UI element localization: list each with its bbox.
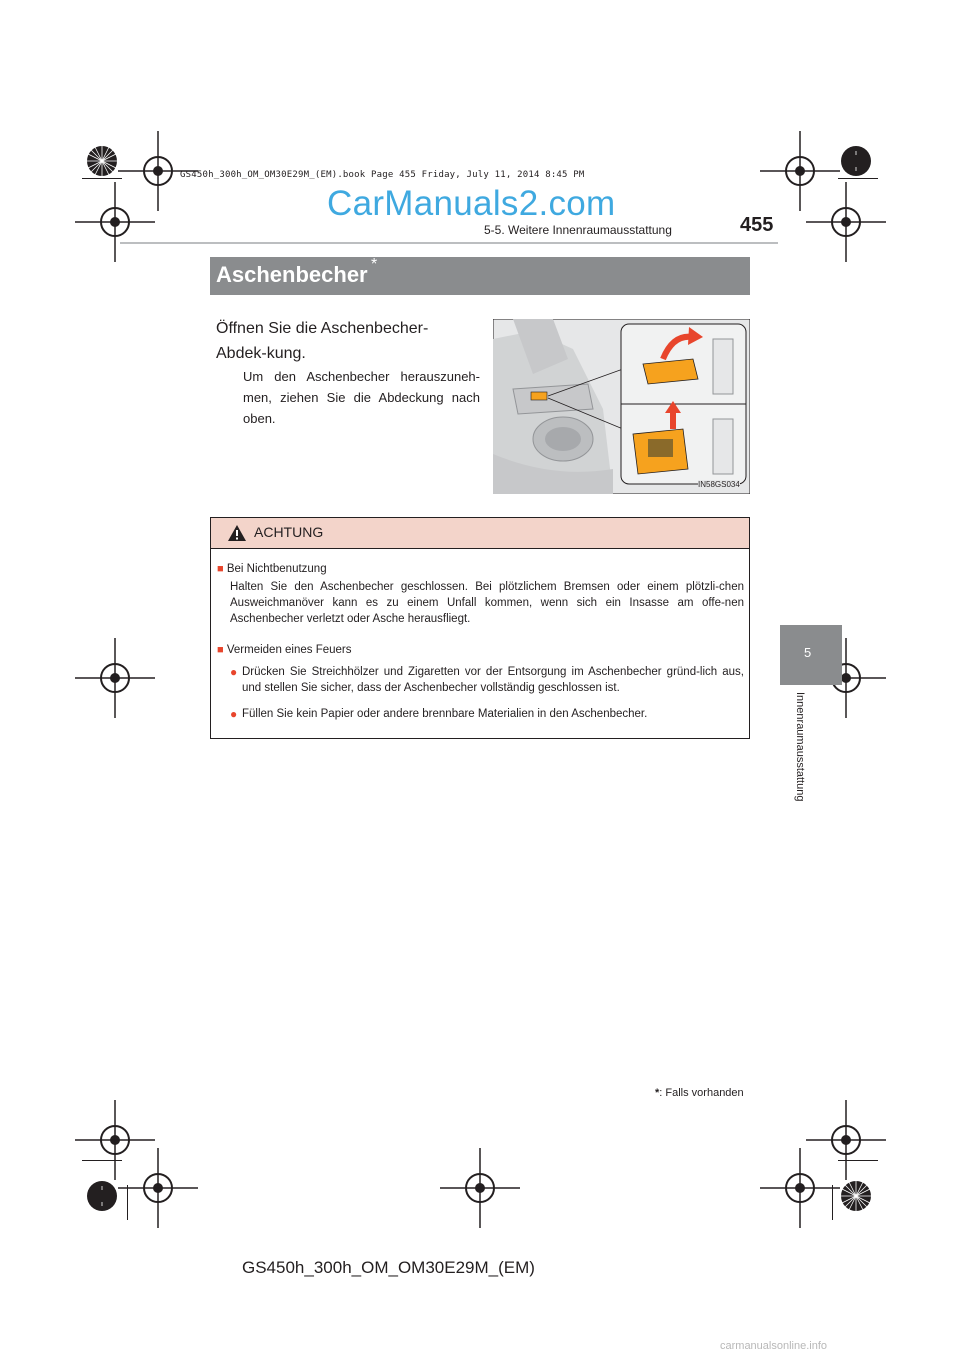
round-bullet-icon: ● (230, 707, 238, 721)
star-target-bottom-left (86, 1180, 118, 1212)
instruction-sub: Um den Aschenbecher herauszuneh-men, ziehen Sie die Abdeckung nach oben. (243, 369, 480, 426)
round-bullet-icon: ● (230, 665, 238, 679)
warning-heading-text: Vermeiden eines Feuers (226, 644, 352, 656)
warning-title: ACHTUNG (254, 524, 324, 540)
chapter-number: 5 (804, 645, 812, 660)
book-print-line: GS450h_300h_OM_OM30E29M_(EM).book Page 455 Friday, July 11, 2014 8:45 PM (180, 170, 585, 180)
ashtray-illustration (493, 319, 750, 494)
footnote-mark: * (655, 1087, 660, 1099)
registration-mark-bottom-right-inner (760, 1148, 840, 1228)
warning-header (211, 518, 749, 549)
warning-box (210, 517, 750, 739)
section-title: Aschenbecher (216, 262, 368, 287)
instruction-main: Öffnen Sie die Aschenbecher-Abdek-kung. (216, 320, 429, 362)
warning-paragraph-1: Halten Sie den Aschenbecher geschlossen. Bei plötzlichem Bremsen oder einem plötzli-chen Ausweichmanöver kann es zu einem Unfall kommen, wenn sich ein Insasse am offe-nen Aschenbecher verletzt oder Asche herausfliegt. (230, 581, 744, 625)
chapter-label (794, 692, 810, 822)
star-target-top-left (86, 145, 118, 177)
warning-bullet-2 (230, 706, 744, 722)
crop-line (838, 178, 878, 179)
chapter-tab (780, 625, 842, 685)
crop-line (82, 1160, 122, 1161)
star-target-bottom-right (840, 1180, 872, 1212)
footnote-text: : Falls vorhanden (659, 1087, 744, 1099)
manual-code: GS450h_300h_OM_OM30E29M_(EM) (242, 1258, 535, 1277)
title-footnote-mark: * (371, 256, 378, 273)
header-rule (120, 242, 778, 244)
illustration-code: IN58GS034 (698, 480, 740, 489)
registration-mark-bottom-center (440, 1148, 520, 1228)
warning-bullet-text: Füllen Sie kein Papier oder andere brennbare Materialien in den Aschenbecher. (242, 708, 648, 720)
registration-mark-top-right-inner (760, 131, 840, 211)
crop-line (82, 178, 122, 179)
crop-line (832, 1185, 833, 1220)
registration-mark-mid-left (75, 638, 155, 718)
star-target-top-right (840, 145, 872, 177)
square-bullet-icon: ■ (217, 644, 224, 656)
registration-mark-bottom-left-inner (118, 1148, 198, 1228)
watermark-site: CarManuals2.com (327, 184, 616, 223)
chapter-label-text: Innenraumausstattung (794, 692, 806, 802)
warning-bullet-1 (230, 664, 744, 696)
warning-heading-2 (217, 642, 737, 658)
page-number: 455 (740, 214, 774, 236)
warning-bullet-text: Drücken Sie Streichhölzer und Zigaretten vor der Entsorgung im Aschenbecher gründ-lich aus, und stellen Sie sicher, dass der Aschenbecher vollständig geschlossen ist. (242, 666, 744, 694)
bottom-watermark: carmanualsonline.info (720, 1340, 828, 1352)
crop-line (127, 1185, 128, 1220)
section-title-bar (210, 257, 750, 295)
warning-triangle-icon (227, 524, 247, 542)
square-bullet-icon: ■ (217, 563, 224, 575)
warning-heading-1 (217, 561, 737, 577)
footnote (655, 1087, 744, 1099)
crop-line (838, 1160, 878, 1161)
warning-heading-text: Bei Nichtbenutzung (226, 563, 327, 575)
section-breadcrumb: 5-5. Weitere Innenraumausstattung (484, 223, 672, 237)
